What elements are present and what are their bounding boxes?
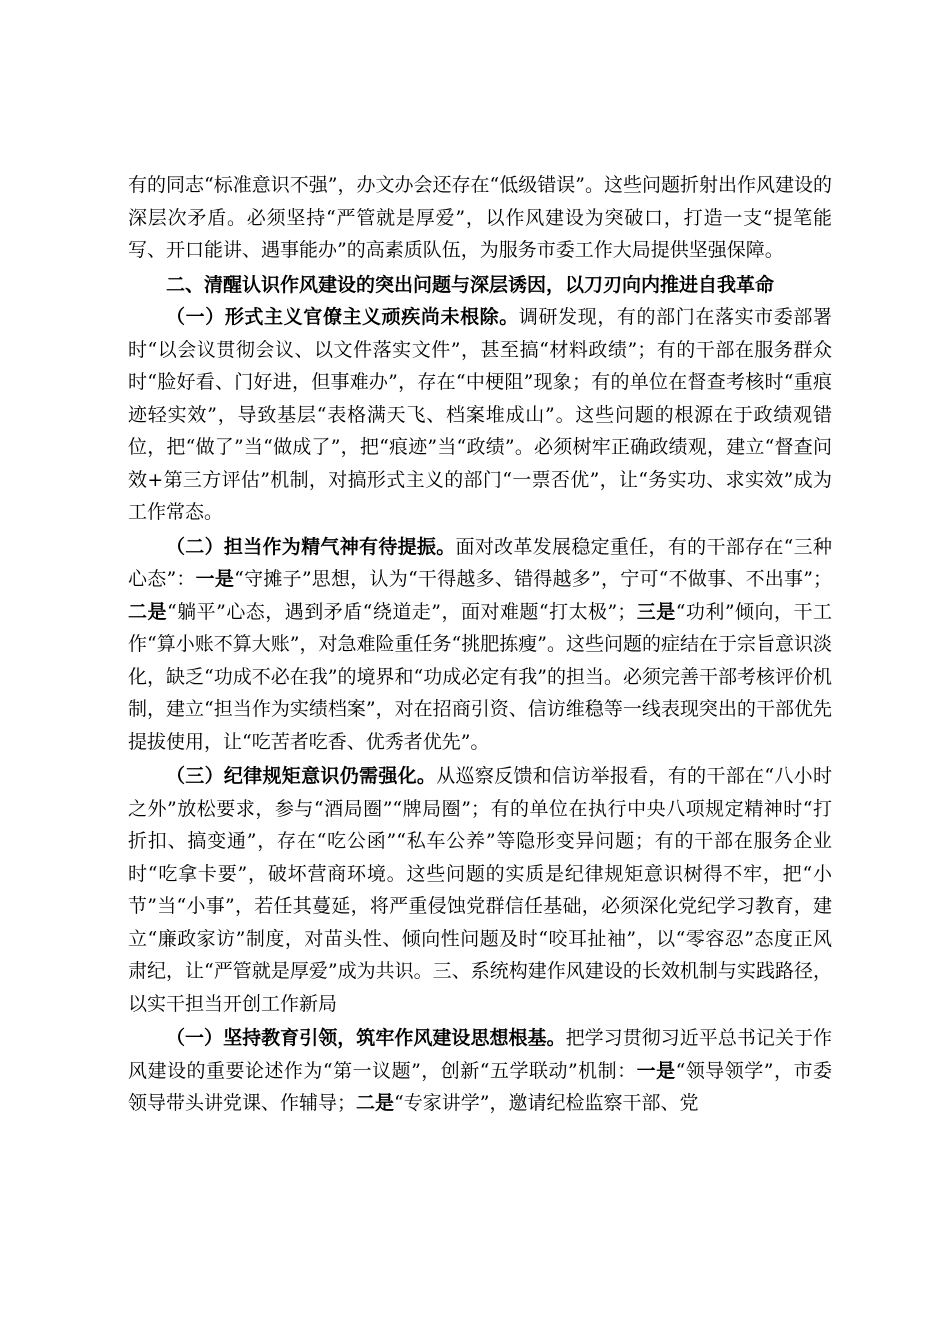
subheading-2: （二）担当作为精气神有待提振。 [166,535,456,558]
paragraph-responsibility [128,531,832,759]
subheading-3: （三）纪律规矩意识仍需强化。 [166,765,437,787]
enum-marker-2: 二是 [128,600,167,623]
subheading-4: （一）坚持教育引领，筑牢作风建设思想根基。 [166,1027,566,1049]
paragraph-formalism [128,301,832,529]
document-page [128,169,832,1120]
paragraph-education [128,1022,832,1120]
section-heading-2: 二、清醒认识作风建设的突出问题与深层诱因，以刀刃向内推进自我革命 [166,273,775,296]
paragraph-education-text-1: 把学习贯彻习近平总书记关于作风建设的重要论述作为“第一议题”，创新“五学联动”机制： [128,1027,832,1082]
paragraph-responsibility-text-4: “功利”倾向，干工作“算小账不算大账”，对急难险重任务“挑肥拣瘦”。这些问题的症结在于宗旨意识淡化，缺乏“功成不必在我”的境界和“功成必定有我”的担当。必须完善干部考核评价机制，建立“担当作为实绩档案”，对在招商引资、信访维稳等一线表现突出的干部优先提拔使用，让“吃苦者吃香、优秀者优先”。 [128,600,832,753]
enum-marker-3: 三是 [636,600,676,623]
paragraph-education-text-2: “领导领学”，市委领导带头讲党课、作辅导； [128,1059,832,1114]
paragraph-formalism-body: 调研发现，有的部门在落实市委部署时“以会议贯彻会议、以文件落实文件”，甚至搞“材料政绩”；有的干部在服务群众时“脸好看、门好进，但事难办”，存在“中梗阻”现象；有的单位在督查考核时“重痕迹轻实效”，导致基层“表格满天飞、档案堆成山”。这些问题的根源在于政绩观错位，把“做了”当“做成了”，把“痕迹”当“政绩”。必须树牢正确政绩观，建立“督查问效+第三方评估”机制，对搞形式主义的部门“一票否优”，让“务实功、求实效”成为工作常态。 [128,306,832,523]
paragraph-discipline-body: 从巡察反馈和信访举报看，有的干部在“八小时之外”放松要求，参与“酒局圈”“牌局圈”；有的单位在执行中央八项规定精神时“打折扣、搞变通”，存在“吃公函”“私车公养”等隐形变异问题；有的干部在服务企业时“吃拿卡要”，破坏营商环境。这些问题的实质是纪律规矩意识树得不牢，把“小节”当“小事”，若任其蔓延，将严重侵蚀党群信任基础，必须深化党纪学习教育，建立“廉政家访”制度，对苗头性、倾向性问题及时“咬耳扯袖”，以“零容忍”态度正风肃纪，让“严管就是厚爱”成为共识。三、系统构建作风建设的长效机制与实践路径，以实干担当开创工作新局 [128,765,832,1015]
paragraph-intro: 有的同志“标准意识不强”，办文办会还存在“低级错误”。这些问题折射出作风建设的深层次矛盾。必须坚持“严管就是厚爱”，以作风建设为突破口，打造一支“提笔能写、开口能讲、遇事能办”的高素质队伍，为服务市委工作大局提供坚强保障。 [128,174,832,261]
enum-marker-4: 一是 [636,1059,676,1082]
paragraph-responsibility-text-2: “守摊子”思想，认为“干得越多、错得越多”，宁可“不做事、不出事”； [234,568,832,590]
subheading-1: （一）形式主义官僚主义顽疾尚未根除。 [166,306,519,328]
paragraph-responsibility-text-3: “躺平”心态，遇到矛盾“绕道走”，面对难题“打太极”； [166,600,637,623]
paragraph-discipline [128,760,832,1020]
paragraph-responsibility-text-1: 面对改革发展稳定重任，有的干部存在“三种心态”： [128,535,832,590]
enum-marker-5: 二是 [356,1092,395,1114]
enum-marker-1: 一是 [195,568,235,590]
paragraph-education-text-3: “专家讲学”，邀请纪检监察干部、党 [394,1092,699,1114]
